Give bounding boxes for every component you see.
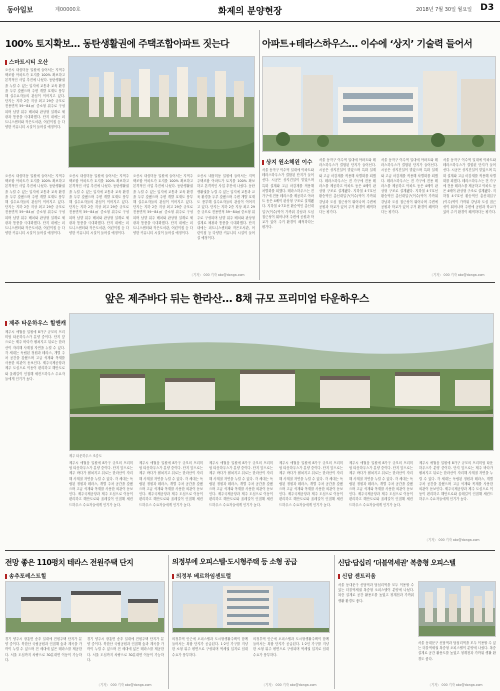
article-headline: 전망 좋은 110평치 테라스 전원주택 단지 [5,558,134,567]
page-number: D3 [480,3,494,13]
townhouse-rendering-photo [262,56,496,152]
article-body-continued: 오산시 내삼미동 일원에 들어서는 지역주택조합 아파트가 토지를 100% 확보하고 본격적인 사업 추진에 나섰다. 동탄생활권을 누릴 수 있는 입지에 교통과 교육 환경을 두루 갖췄으며 주변 개발 호재도 풍부해 실수요자들의 관심이 이어지고 있다. 단지는 지하 2층 지상 최고 29층 규모로 전용면적 59~84㎡ 중소형 위주로 구성되며 남향 위주 배치와 판상형 설계로 채광과 통풍을 극대화했다. 단지 내에는 피트니스센터와 작은도서관, 어린이집 등 다양한 커뮤니티 시설이 들어설 예정이다. [5,174,65,236]
newspaper-logo: 동아일보 [7,6,33,14]
article-body-continued: 제주시 애월읍 일원에 8가구 규모의 프리미엄 타운하우스가 분양 중이다. 단지 앞으로는 제주 바다가 펼쳐지고 뒤로는 한라산이 자리해 사계절 자연을 누릴 수 있다. 각 세대는 독립된 정원과 테라스, 개별 주차 공간을 갖췄으며 고급 석재와 목재를 사용한 외관이 돋보인다. 제주국제공항과 제주 도심으로 이동이 편리하고 해안도로와 올레길이 인접해 세컨드하우스 수요자들에게 인기가 높다. [209,461,273,507]
photo-caption: 제주 타운하우스 조감도 [69,454,102,458]
article-bottom-middle [172,553,330,689]
article-kicker: 스마트시티 오산 [5,58,48,66]
section-divider [5,282,495,283]
article-byline: 〈기자〉 000 기자 abc@donga.com [262,683,317,687]
article-body-continued: 제주시 애월읍 일원에 8가구 규모의 프리미엄 타운하우스가 분양 중이다. 단지 앞으로는 제주 바다가 펼쳐지고 뒤로는 한라산이 자리해 사계절 자연을 누릴 수 있다. 각 세대는 독립된 정원과 테라스, 개별 주차 공간을 갖췄으며 고급 석재와 목재를 사용한 외관이 돋보인다. 제주국제공항과 제주 도심으로 이동이 편리하고 해안도로와 올레길이 인접해 세컨드하우스 수요자들에게 인기가 높다. [349,461,413,507]
article-headline: 앞은 제주바다 뒤는 한라산… 8채 규모 프리미엄 타운하우스 [105,293,369,305]
article-body-continued: 제주시 애월읍 일원에 8가구 규모의 프리미엄 타운하우스가 분양 중이다. 단지 앞으로는 제주 바다가 펼쳐지고 뒤로는 한라산이 자리해 사계절 자연을 누릴 수 있다. 각 세대는 독립된 정원과 테라스, 개별 주차 공간을 갖췄으며 고급 석재와 목재를 사용한 외관이 돋보인다. 제주국제공항과 제주 도심으로 이동이 편리하고 해안도로와 올레길이 인접해 세컨드하우스 수요자들에게 인기가 높다. [279,461,343,507]
section-divider [5,550,495,551]
article-kicker: 상지 원소헤윈 이수 [262,158,312,166]
article-bottom-right [338,553,496,689]
article-kicker: 신답 센트리움 [338,572,376,580]
article-byline: 〈기자〉 000 기자 abc@donga.com [190,273,245,277]
article-body-continued: 서울 동작구 이수역 일대에 아파트와 테라스하우스가 결합된 단지가 들어선다. 시공은 상지건설이 맡았으며 특화 설계와 고급 마감재를 적용해 차별화를 꾀했다. 테라스하우스는 전 가구에 전용 테라스를 제공하고 아파트 동은 4베이 판상형 구조로 설계됐다. 지하철 4·7호선 환승역인 총신대입구(이수)역이 가까워 강남과 도심 접근성이 뛰어나며 주변에 공원과 학교가 있어 주거 환경이 쾌적하다는 평가다. [381,158,438,215]
article-kicker: 제주 타운하우스 힐앤캐 [5,319,66,327]
column-divider [168,555,169,689]
article-kicker: 의정부 베르하임센트럴 [172,572,231,580]
article-body-continued: 서울 동대문구 신답역과 답십리역을 모두 이용할 수 있는 더블역세권 복층형 오피스텔이 분양에 나섰다. 복층 설계로 공간 활용도를 높였고 청계천과 가까워 생활 환경도 좋다. [418,641,496,661]
section-title: 화제의 분양현장 [218,7,282,17]
article-headline: 아파트+테라스하우스… 이수에 ‘상지’ 기술력 들어서 [262,39,473,50]
article-body: 서울 동작구 이수역 일대에 아파트와 테라스하우스가 결합된 단지가 들어선다. 시공은 상지건설이 맡았으며 특화 설계와 고급 마감재를 적용해 차별화를 꾀했다. 테라스하우스는 전 가구에 전용 테라스를 제공하고 아파트 동은 4베이 판상형 구조로 설계됐다. 지하철 4·7호선 환승역인 총신대입구(이수)역이 가까워 강남과 도심 접근성이 뛰어나며 주변에 공원과 학교가 있어 주거 환경이 쾌적하다는 평가다. [262,168,314,230]
article-body-continued: 제주시 애월읍 일원에 8가구 규모의 프리미엄 타운하우스가 분양 중이다. 단지 앞으로는 제주 바다가 펼쳐지고 뒤로는 한라산이 자리해 사계절 자연을 누릴 수 있다. 각 세대는 독립된 정원과 테라스, 개별 주차 공간을 갖췄으며 고급 석재와 목재를 사용한 외관이 돋보인다. 제주국제공항과 제주 도심으로 이동이 편리하고 해안도로와 올레길이 인접해 세컨드하우스 수요자들에게 인기가 높다. [419,461,493,502]
article-body: 경기 양주시 장흥면 송추 일대에 전원주택 단지가 분양 중이다. 북한산 국립공원과 인접해 숲과 계곡을 가까이 누릴 수 있으며 전 세대에 넓은 테라스를 제공한다. 서울 도심까지 차량으로 30분대면 이동이 가능하다. [5,637,82,662]
article-body-continued: 제주시 애월읍 일원에 8가구 규모의 프리미엄 타운하우스가 분양 중이다. 단지 앞으로는 제주 바다가 펼쳐지고 뒤로는 한라산이 자리해 사계절 자연을 누릴 수 있다. 각 세대는 독립된 정원과 테라스, 개별 주차 공간을 갖췄으며 고급 석재와 목재를 사용한 외관이 돋보인다. 제주국제공항과 제주 도심으로 이동이 편리하고 해안도로와 올레길이 인접해 세컨드하우스 수요자들에게 인기가 높다. [69,461,133,507]
article-headline: 100% 토지확보… 동탄생활권에 주택조합아파트 짓는다 [5,39,230,50]
article-body-continued: 오산시 내삼미동 일원에 들어서는 지역주택조합 아파트가 토지를 100% 확보하고 본격적인 사업 추진에 나섰다. 동탄생활권을 누릴 수 있는 입지에 교통과 교육 환경을 두루 갖췄으며 주변 개발 호재도 풍부해 실수요자들의 관심이 이어지고 있다. 단지는 지하 2층 지상 최고 29층 규모로 전용면적 59~84㎡ 중소형 위주로 구성되며 남향 위주 배치와 판상형 설계로 채광과 통풍을 극대화했다. 단지 내에는 피트니스센터와 작은도서관, 어린이집 등 다양한 커뮤니티 시설이 들어설 예정이다. [69,174,129,236]
article-body-continued: 제주시 애월읍 일원에 8가구 규모의 프리미엄 타운하우스가 분양 중이다. 단지 앞으로는 제주 바다가 펼쳐지고 뒤로는 한라산이 자리해 사계절 자연을 누릴 수 있다. 각 세대는 독립된 정원과 테라스, 개별 주차 공간을 갖췄으며 고급 석재와 목재를 사용한 외관이 돋보인다. 제주국제공항과 제주 도심으로 이동이 편리하고 해안도로와 올레길이 인접해 세컨드하우스 수요자들에게 인기가 높다. [139,461,203,507]
article-byline: 〈기자〉 000 기자 abc@donga.com [425,538,480,542]
article-body-continued: 의정부역 인근에 오피스텔과 도시형생활주택이 함께 들어서는 복합 단지가 공급된다. 1·2인 가구를 겨냥한 소형 위주 평면으로 구성되며 역세권 입지로 임대 수요가 풍부하다. [253,637,329,657]
issue-number: 제00000호 [55,7,81,13]
article-top-left [5,28,257,280]
aerial-apartment-photo [68,56,255,168]
article-kicker: 송추포레스트힐 [5,572,46,580]
article-headline: 의정부에 오피스텔·도시형주택 등 소형 공급 [172,558,297,566]
article-body: 의정부역 인근에 오피스텔과 도시형생활주택이 함께 들어서는 복합 단지가 공급된다. 1·2인 가구를 겨냥한 소형 위주 평면으로 구성되며 역세권 입지로 임대 수요가 풍부하다. [172,637,248,657]
article-top-right [262,28,496,280]
officetel-rendering-photo [172,581,330,633]
masthead [0,0,500,22]
column-divider [334,555,335,689]
city-aerial-photo [418,581,496,637]
article-body-continued: 서울 동작구 이수역 일대에 아파트와 테라스하우스가 결합된 단지가 들어선다. 시공은 상지건설이 맡았으며 특화 설계와 고급 마감재를 적용해 차별화를 꾀했다. 테라스하우스는 전 가구에 전용 테라스를 제공하고 아파트 동은 4베이 판상형 구조로 설계됐다. 지하철 4·7호선 환승역인 총신대입구(이수)역이 가까워 강남과 도심 접근성이 뛰어나며 주변에 공원과 학교가 있어 주거 환경이 쾌적하다는 평가다. [443,158,496,215]
article-headline: 신답·답십리 ‘더블역세권’ 복층형 오피스텔 [338,559,456,567]
article-body-continued: 오산시 내삼미동 일원에 들어서는 지역주택조합 아파트가 토지를 100% 확보하고 본격적인 사업 추진에 나섰다. 동탄생활권을 누릴 수 있는 입지에 교통과 교육 환경을 두루 갖췄으며 주변 개발 호재도 풍부해 실수요자들의 관심이 이어지고 있다. 단지는 지하 2층 지상 최고 29층 규모로 전용면적 59~84㎡ 중소형 위주로 구성되며 남향 위주 배치와 판상형 설계로 채광과 통풍을 극대화했다. 단지 내에는 피트니스센터와 작은도서관, 어린이집 등 다양한 커뮤니티 시설이 들어설 예정이다. [133,174,193,236]
article-bottom-left [5,553,165,689]
article-body: 제주시 애월읍 일원에 8가구 규모의 프리미엄 타운하우스가 분양 중이다. 단지 앞으로는 제주 바다가 펼쳐지고 뒤로는 한라산이 자리해 사계절 자연을 누릴 수 있다. 각 세대는 독립된 정원과 테라스, 개별 주차 공간을 갖췄으며 고급 석재와 목재를 사용한 외관이 돋보인다. 제주국제공항과 제주 도심으로 이동이 편리하고 해안도로와 올레길이 인접해 세컨드하우스 수요자들에게 인기가 높다. [5,330,65,381]
article-byline: 〈기자〉 000 기자 abc@donga.com [428,683,483,687]
article-byline: 〈기자〉 000 기자 abc@donga.com [97,683,152,687]
article-body-continued: 오산시 내삼미동 일원에 들어서는 지역주택조합 아파트가 토지를 100% 확보하고 본격적인 사업 추진에 나섰다. 동탄생활권을 누릴 수 있는 입지에 교통과 교육 환경을 두루 갖췄으며 주변 개발 호재도 풍부해 실수요자들의 관심이 이어지고 있다. 단지는 지하 2층 지상 최고 29층 규모로 전용면적 59~84㎡ 중소형 위주로 구성되며 남향 위주 배치와 판상형 설계로 채광과 통풍을 극대화했다. 단지 내에는 피트니스센터와 작은도서관, 어린이집 등 다양한 커뮤니티 시설이 들어설 예정이다. [197,174,255,241]
article-body-continued: 서울 동작구 이수역 일대에 아파트와 테라스하우스가 결합된 단지가 들어선다. 시공은 상지건설이 맡았으며 특화 설계와 고급 마감재를 적용해 차별화를 꾀했다. 테라스하우스는 전 가구에 전용 테라스를 제공하고 아파트 동은 4베이 판상형 구조로 설계됐다. 지하철 4·7호선 환승역인 총신대입구(이수)역이 가까워 강남과 도심 접근성이 뛰어나며 주변에 공원과 학교가 있어 주거 환경이 쾌적하다는 평가다. [319,158,376,215]
article-body-continued: 경기 양주시 장흥면 송추 일대에 전원주택 단지가 분양 중이다. 북한산 국립공원과 인접해 숲과 계곡을 가까이 누릴 수 있으며 전 세대에 넓은 테라스를 제공한다. 서울 도심까지 차량으로 30분대면 이동이 가능하다. [87,637,164,662]
article-body: 오산시 내삼미동 일원에 들어서는 지역주택조합 아파트가 토지를 100% 확보하고 본격적인 사업 추진에 나섰다. 동탄생활권을 누릴 수 있는 입지에 교통과 교육 환경을 두루 갖췄으며 주변 개발 호재도 풍부해 실수요자들의 관심이 이어지고 있다. 단지는 지하 2층 지상 최고 29층 규모로 전용면적 59~84㎡ 중소형 위주로 구성되며 남향 위주 배치와 판상형 설계로 채광과 통풍을 극대화했다. 단지 내에는 피트니스센터와 작은도서관, 어린이집 등 다양한 커뮤니티 시설이 들어설 예정이다. [5,68,65,130]
house-rendering-photo [5,581,165,633]
article-middle [5,285,495,548]
article-body: 서울 동대문구 신답역과 답십리역을 모두 이용할 수 있는 더블역세권 복층형 오피스텔이 분양에 나섰다. 복층 설계로 공간 활용도를 높였고 청계천과 가까워 생활 환경도 좋다. [338,583,414,603]
column-divider [259,30,260,280]
article-byline: 〈기자〉 000 기자 abc@donga.com [430,273,485,277]
jeju-townhouse-photo [69,313,494,451]
issue-date: 2018년 7월 30일 월요일 [415,7,472,13]
